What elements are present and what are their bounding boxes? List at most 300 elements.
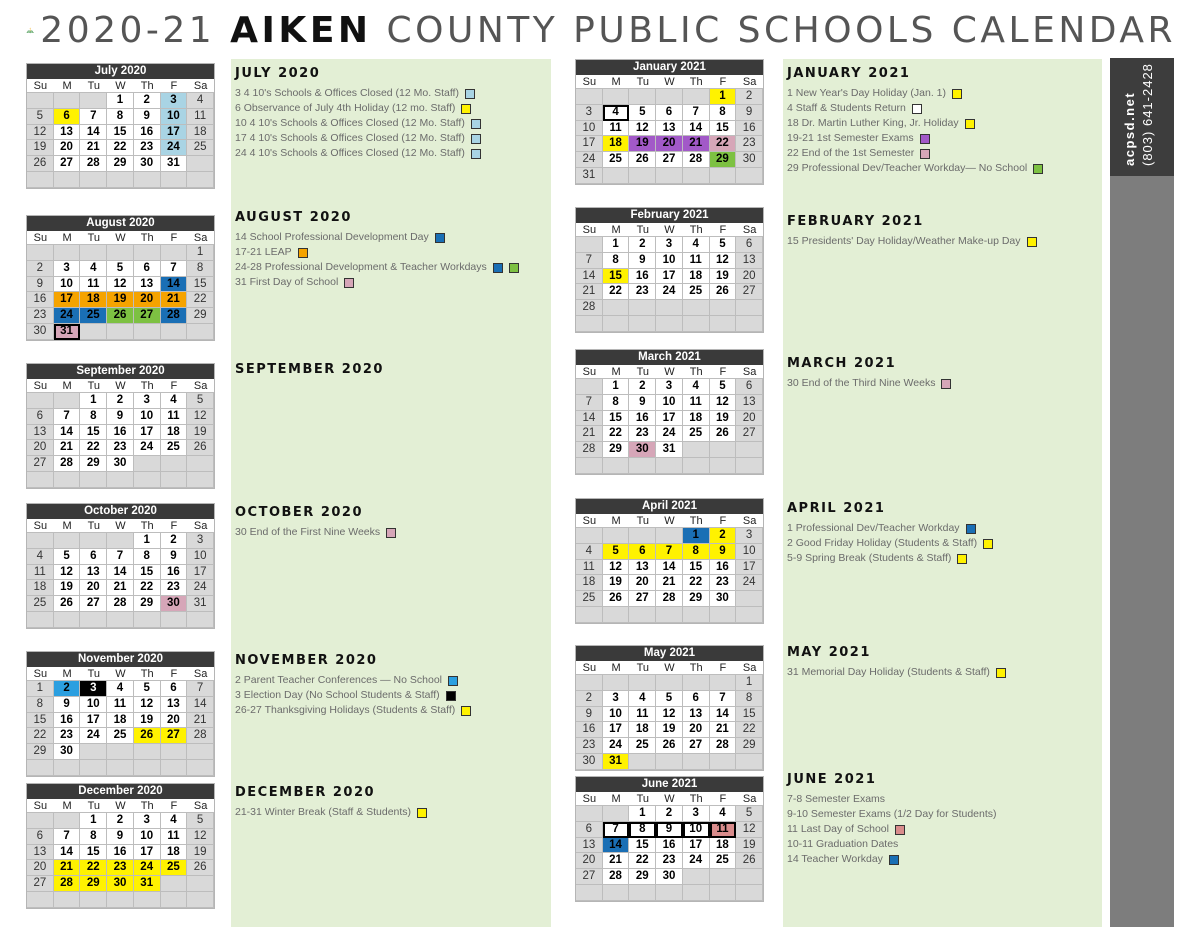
day-cell: 8 [603,395,630,411]
day-grid [576,514,763,623]
day-cell: 11 [683,253,710,269]
day-cell: 27 [27,876,54,892]
day-of-week-header: Tu [629,792,656,806]
month-calendar-january-2021 [575,59,764,185]
day-cell: 30 [710,591,737,607]
day-cell: 20 [576,853,603,869]
day-of-week-header: W [107,231,134,245]
day-cell: 12 [603,560,630,576]
day-cell: 19 [710,411,737,427]
day-of-week-header: Tu [80,519,107,533]
day-cell: 29 [134,596,161,612]
empty-cell [736,885,763,901]
day-cell: 30 [736,152,763,168]
day-of-week-header: M [54,799,81,813]
day-cell: 20 [629,575,656,591]
day-cell: 16 [629,411,656,427]
day-cell: 16 [54,713,81,729]
empty-cell [54,245,81,261]
day-cell: 23 [629,426,656,442]
event-item [235,86,481,101]
day-cell: 26 [710,426,737,442]
day-cell: 18 [603,136,630,152]
event-text: 14 Teacher Workday [787,853,883,865]
day-cell: 26 [187,440,214,456]
day-cell: 9 [161,549,188,565]
day-cell: 16 [134,125,161,141]
section-july-2020 [235,66,481,161]
day-cell: 17 [54,292,81,308]
empty-cell [736,869,763,885]
empty-cell [683,754,710,770]
section-september-2020 [235,362,384,382]
empty-cell [656,885,683,901]
book-logo-icon [26,11,34,49]
day-cell: 28 [656,591,683,607]
day-cell: 22 [134,580,161,596]
day-of-week-header: F [161,667,188,681]
event-item [787,116,1043,131]
day-cell: 28 [683,152,710,168]
event-item [235,230,519,245]
day-cell: 1 [80,813,107,829]
day-cell: 15 [80,845,107,861]
empty-cell [629,89,656,105]
empty-cell [683,675,710,691]
day-of-week-header: Tu [80,799,107,813]
empty-cell [710,675,737,691]
day-of-week-header: Su [27,799,54,813]
month-title: December 2020 [27,784,214,799]
empty-cell [161,876,188,892]
day-cell: 20 [27,860,54,876]
section-title: SEPTEMBER 2020 [235,362,384,377]
empty-cell [134,760,161,776]
empty-cell [683,885,710,901]
day-cell: 21 [80,140,107,156]
empty-cell [54,612,81,628]
day-cell: 22 [80,860,107,876]
day-cell: 7 [80,109,107,125]
day-cell: 31 [603,754,630,770]
day-cell: 3 [683,806,710,822]
day-cell: 24 [656,426,683,442]
empty-cell [161,760,188,776]
color-legend-swatch [920,149,930,159]
day-cell: 14 [683,121,710,137]
empty-cell [683,168,710,184]
empty-cell [27,245,54,261]
day-of-week-header: Th [683,661,710,675]
empty-cell [683,458,710,474]
empty-cell [629,168,656,184]
day-cell: 7 [54,409,81,425]
day-cell: 1 [80,393,107,409]
event-item [787,521,993,536]
day-cell: 22 [603,284,630,300]
color-legend-swatch [461,104,471,114]
day-cell: 24 [603,738,630,754]
color-legend-swatch [298,248,308,258]
day-cell: 22 [683,575,710,591]
day-cell: 8 [683,544,710,560]
empty-cell [710,607,737,623]
day-of-week-header: M [603,75,630,89]
empty-cell [27,533,54,549]
event-text: 4 Staff & Students Return [787,102,906,114]
event-item [235,101,481,116]
day-cell: 11 [27,565,54,581]
day-cell: 9 [710,544,737,560]
empty-cell [603,607,630,623]
day-cell: 23 [161,580,188,596]
day-cell: 18 [187,125,214,141]
empty-cell [576,806,603,822]
day-cell: 7 [683,105,710,121]
day-cell: 30 [576,754,603,770]
day-cell: 7 [576,395,603,411]
empty-cell [161,456,188,472]
day-cell: 8 [107,109,134,125]
day-of-week-header: W [107,79,134,93]
empty-cell [603,528,630,544]
section-june-2021 [787,772,997,867]
empty-cell [656,528,683,544]
day-cell: 10 [80,697,107,713]
empty-cell [187,744,214,760]
empty-cell [54,172,81,188]
day-cell: 20 [80,580,107,596]
empty-cell [187,876,214,892]
event-text: 21-31 Winter Break (Staff & Students) [235,806,412,818]
day-cell: 21 [656,575,683,591]
color-legend-swatch [1033,164,1043,174]
event-text: 22 End of the 1st Semester [787,147,915,159]
day-cell: 9 [629,253,656,269]
day-cell: 15 [683,560,710,576]
empty-cell [736,168,763,184]
day-cell: 23 [656,853,683,869]
section-title: MARCH 2021 [787,356,897,371]
day-cell: 14 [54,845,81,861]
empty-cell [107,245,134,261]
day-of-week-header: Tu [629,223,656,237]
empty-cell [80,533,107,549]
day-cell: 6 [736,379,763,395]
day-cell: 9 [107,409,134,425]
month-calendar-july-2020 [26,63,215,189]
day-cell: 6 [134,261,161,277]
day-cell: 1 [134,533,161,549]
day-of-week-header: Tu [629,514,656,528]
day-grid [576,792,763,901]
day-cell: 28 [54,876,81,892]
day-cell: 30 [134,156,161,172]
event-text: 11 Last Day of School [787,823,889,835]
day-cell: 3 [576,105,603,121]
empty-cell [576,237,603,253]
day-cell: 26 [54,596,81,612]
day-cell: 17 [80,713,107,729]
day-cell: 26 [134,728,161,744]
day-cell: 15 [710,121,737,137]
day-cell: 24 [736,575,763,591]
month-calendar-april-2021 [575,498,764,624]
day-cell: 14 [576,269,603,285]
day-cell: 26 [629,152,656,168]
empty-cell [656,168,683,184]
empty-cell [629,885,656,901]
day-cell: 20 [736,411,763,427]
day-of-week-header: M [54,79,81,93]
day-cell: 29 [27,744,54,760]
event-item [235,525,396,540]
day-cell: 8 [134,549,161,565]
empty-cell [656,607,683,623]
event-item [787,376,951,391]
event-text: 26-27 Thanksgiving Holidays (Students & Staff) [235,704,456,716]
day-cell: 24 [134,860,161,876]
day-cell: 18 [161,425,188,441]
day-cell: 18 [629,722,656,738]
empty-cell [161,892,188,908]
day-of-week-header: W [656,365,683,379]
empty-cell [161,472,188,488]
day-cell: 10 [656,395,683,411]
day-cell: 6 [80,549,107,565]
empty-cell [80,245,107,261]
day-cell: 17 [683,838,710,854]
day-cell: 2 [134,93,161,109]
empty-cell [629,675,656,691]
event-text: 31 First Day of School [235,276,339,288]
day-grid [27,667,214,776]
day-cell: 4 [629,691,656,707]
empty-cell [107,612,134,628]
day-cell: 29 [736,738,763,754]
day-of-week-header: F [710,792,737,806]
day-cell: 8 [603,253,630,269]
day-cell: 1 [603,379,630,395]
day-of-week-header: Su [576,792,603,806]
day-cell: 15 [187,277,214,293]
day-of-week-header: Tu [80,79,107,93]
day-cell: 5 [736,806,763,822]
day-of-week-header: Th [683,792,710,806]
day-of-week-header: W [656,223,683,237]
day-of-week-header: Sa [187,79,214,93]
event-item [787,101,1043,116]
empty-cell [576,89,603,105]
day-of-week-header: Sa [736,792,763,806]
day-of-week-header: M [54,519,81,533]
day-cell: 12 [629,121,656,137]
day-cell: 24 [683,853,710,869]
empty-cell [603,300,630,316]
empty-cell [27,472,54,488]
day-of-week-header: Th [134,231,161,245]
day-cell: 10 [54,277,81,293]
section-november-2020 [235,653,471,718]
color-legend-swatch [386,528,396,538]
empty-cell [710,316,737,332]
event-item [787,146,1043,161]
day-cell: 15 [629,838,656,854]
day-cell: 22 [603,426,630,442]
empty-cell [603,89,630,105]
day-of-week-header: F [161,79,188,93]
day-of-week-header: Sa [736,661,763,675]
color-legend-swatch [952,89,962,99]
day-cell: 3 [656,237,683,253]
day-cell: 4 [161,393,188,409]
day-cell: 8 [80,409,107,425]
day-of-week-header: Th [134,667,161,681]
day-cell: 8 [80,829,107,845]
day-cell: 15 [603,411,630,427]
section-title: JULY 2020 [235,66,321,81]
day-cell: 15 [603,269,630,285]
empty-cell [54,760,81,776]
day-cell: 9 [629,395,656,411]
section-may-2021 [787,645,1006,680]
day-of-week-header: Su [576,514,603,528]
month-title: February 2021 [576,208,763,223]
empty-cell [80,744,107,760]
day-of-week-header: F [710,223,737,237]
day-cell: 17 [603,722,630,738]
day-cell: 23 [134,140,161,156]
color-legend-swatch [912,104,922,114]
event-text: 17-21 LEAP [235,246,292,258]
event-text: 7-8 Semester Exams [787,793,886,805]
day-grid [27,231,214,340]
empty-cell [187,472,214,488]
day-cell: 16 [107,845,134,861]
day-cell: 29 [683,591,710,607]
day-cell: 24 [134,440,161,456]
day-cell: 14 [576,411,603,427]
empty-cell [134,612,161,628]
day-of-week-header: Su [27,519,54,533]
empty-cell [576,458,603,474]
day-cell: 1 [710,89,737,105]
event-text: 5-9 Spring Break (Students & Staff) [787,552,952,564]
day-cell: 24 [161,140,188,156]
day-cell: 8 [27,697,54,713]
empty-cell [736,442,763,458]
empty-cell [736,754,763,770]
website-label: acpsd.net [1122,91,1137,166]
color-legend-swatch [965,119,975,129]
day-of-week-header: W [656,75,683,89]
day-cell: 23 [710,575,737,591]
day-of-week-header: Tu [80,667,107,681]
day-cell: 23 [736,136,763,152]
day-cell: 6 [161,681,188,697]
empty-cell [576,379,603,395]
day-cell: 14 [161,277,188,293]
empty-cell [107,744,134,760]
day-cell: 16 [710,560,737,576]
day-cell: 1 [629,806,656,822]
empty-cell [603,885,630,901]
section-title: DECEMBER 2020 [235,785,376,800]
day-cell: 14 [107,565,134,581]
empty-cell [134,456,161,472]
event-item [787,792,997,807]
day-cell: 4 [161,813,188,829]
day-of-week-header: W [107,799,134,813]
day-cell: 7 [107,549,134,565]
day-cell: 11 [80,277,107,293]
day-cell: 25 [683,426,710,442]
empty-cell [27,393,54,409]
day-cell: 2 [629,379,656,395]
day-cell: 12 [54,565,81,581]
day-cell: 12 [710,395,737,411]
day-cell: 25 [80,308,107,324]
day-cell: 21 [576,284,603,300]
event-item [235,805,427,820]
day-of-week-header: Th [134,79,161,93]
month-calendar-may-2021 [575,645,764,771]
empty-cell [54,393,81,409]
day-cell: 11 [161,829,188,845]
day-cell: 7 [710,691,737,707]
day-cell: 3 [736,528,763,544]
day-cell: 14 [656,560,683,576]
day-of-week-header: Sa [187,379,214,393]
day-cell: 28 [161,308,188,324]
day-cell: 25 [187,140,214,156]
day-cell: 19 [736,838,763,854]
month-title: November 2020 [27,652,214,667]
day-cell: 10 [656,253,683,269]
day-cell: 30 [107,456,134,472]
day-cell: 2 [576,691,603,707]
day-cell: 18 [161,845,188,861]
section-december-2020 [235,785,427,820]
empty-cell [710,885,737,901]
day-cell: 12 [187,829,214,845]
day-cell: 27 [80,596,107,612]
day-cell: 18 [80,292,107,308]
day-of-week-header: W [107,379,134,393]
event-text: 29 Professional Dev/Teacher Workday— No School [787,162,1028,174]
event-text: 9-10 Semester Exams (1/2 Day for Students) [787,808,997,820]
day-of-week-header: F [161,799,188,813]
day-cell: 31 [54,324,81,340]
empty-cell [134,892,161,908]
event-text: 2 Parent Teacher Conferences — No School [235,674,443,686]
month-calendar-october-2020 [26,503,215,629]
empty-cell [27,813,54,829]
day-of-week-header: Sa [736,223,763,237]
day-cell: 3 [656,379,683,395]
day-cell: 11 [187,109,214,125]
day-cell: 15 [736,707,763,723]
day-cell: 16 [576,722,603,738]
day-cell: 22 [107,140,134,156]
day-cell: 27 [161,728,188,744]
empty-cell [736,300,763,316]
day-of-week-header: F [710,75,737,89]
day-of-week-header: Th [134,519,161,533]
day-cell: 23 [107,860,134,876]
empty-cell [603,806,630,822]
event-text: 1 Professional Dev/Teacher Workday [787,522,960,534]
